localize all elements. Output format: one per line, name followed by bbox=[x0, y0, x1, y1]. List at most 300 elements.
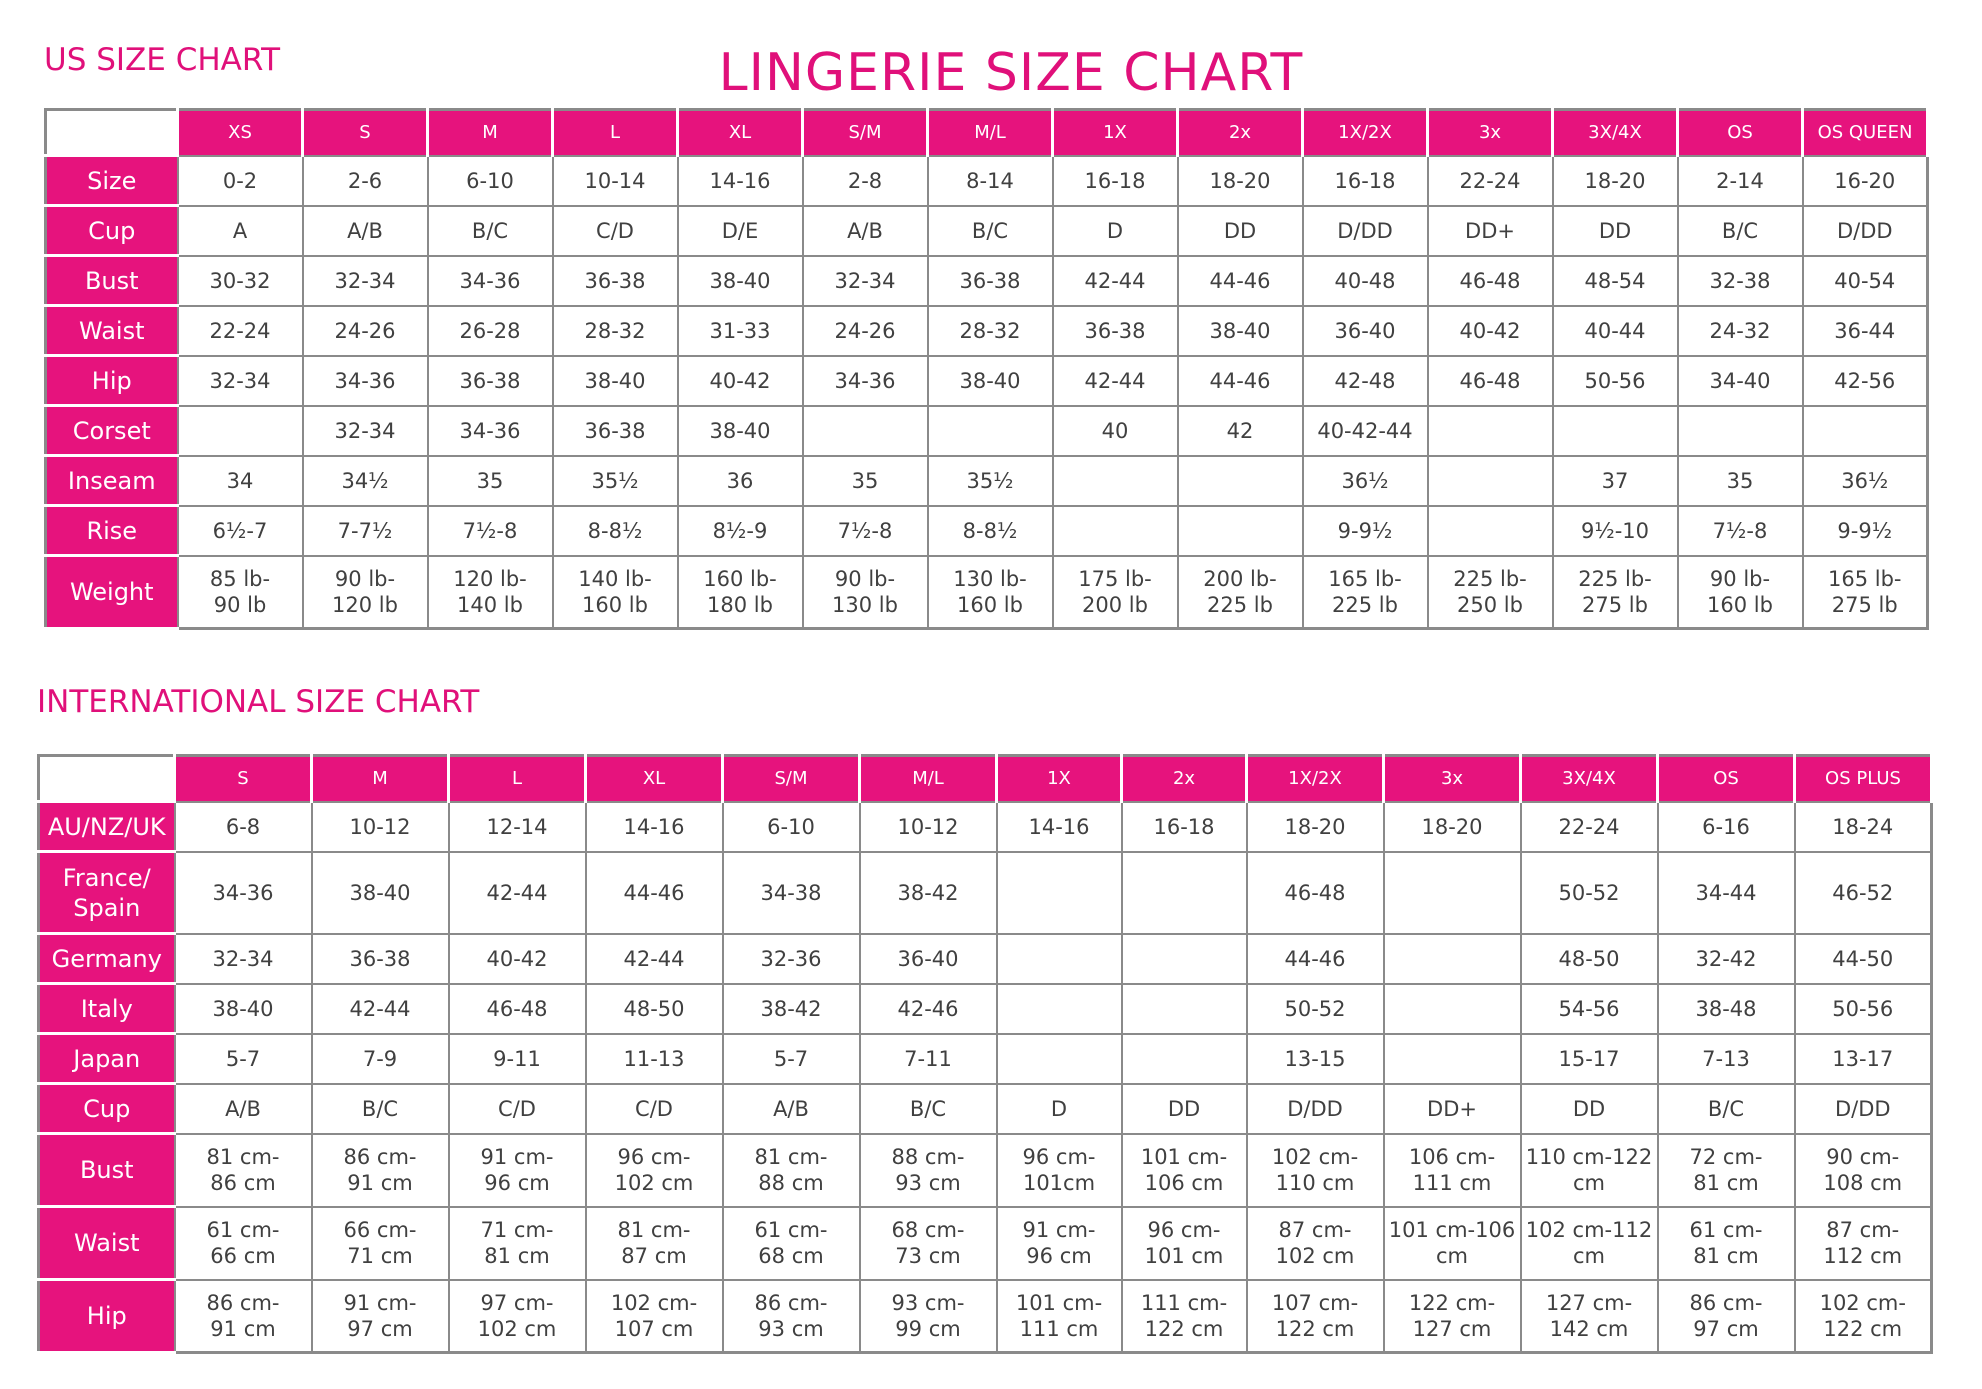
table-cell: 40-42 bbox=[449, 934, 586, 984]
table-cell: 40-42 bbox=[1428, 306, 1553, 356]
table-cell: B/C bbox=[928, 206, 1053, 256]
cell-line: cm bbox=[1572, 1171, 1605, 1195]
column-header: S bbox=[175, 756, 312, 802]
table-cell bbox=[803, 556, 928, 629]
corner-cell bbox=[39, 756, 175, 802]
cell-line: 106 cm- bbox=[1408, 1145, 1496, 1169]
table-cell: 35½ bbox=[928, 456, 1053, 506]
table-row bbox=[46, 556, 1928, 629]
table-cell: 6-10 bbox=[723, 802, 860, 852]
cell-line: 71 cm bbox=[347, 1244, 413, 1268]
cell-line: 160 lb- bbox=[703, 566, 777, 591]
column-header: OS PLUS bbox=[1795, 756, 1932, 802]
cell-line: 112 cm bbox=[1823, 1244, 1903, 1268]
table-row bbox=[39, 934, 1932, 984]
table-cell: 10-14 bbox=[553, 156, 678, 206]
table-cell bbox=[1658, 1207, 1795, 1280]
table-cell: 40-42 bbox=[678, 356, 803, 406]
cell-line: 111 cm bbox=[1412, 1171, 1492, 1195]
table-cell: 32-34 bbox=[175, 934, 312, 984]
cell-line: 91 cm- bbox=[343, 1290, 417, 1315]
table-cell: 40-54 bbox=[1803, 256, 1928, 306]
table-cell bbox=[1122, 852, 1247, 934]
table-cell: 34-38 bbox=[723, 852, 860, 934]
cell-line: 90 lb- bbox=[834, 566, 896, 591]
table-cell bbox=[1553, 556, 1678, 629]
column-header: 1X bbox=[997, 756, 1122, 802]
table-cell: 35 bbox=[428, 456, 553, 506]
cell-line: 97 cm- bbox=[480, 1290, 554, 1315]
table-cell: 32-36 bbox=[723, 934, 860, 984]
table-cell: DD+ bbox=[1384, 1084, 1521, 1134]
cell-line: 81 cm bbox=[1693, 1171, 1759, 1195]
table-cell bbox=[178, 406, 303, 456]
cell-line: 86 cm- bbox=[206, 1290, 280, 1315]
table-cell bbox=[586, 1280, 723, 1353]
table-cell bbox=[1678, 406, 1803, 456]
table-cell: 18-20 bbox=[1384, 802, 1521, 852]
table-cell bbox=[1247, 1280, 1384, 1353]
table-cell bbox=[997, 984, 1122, 1034]
table-cell: 14-16 bbox=[586, 802, 723, 852]
column-header: 1X/2X bbox=[1303, 110, 1428, 156]
cell-line: 91 cm- bbox=[1022, 1218, 1096, 1242]
table-cell bbox=[1803, 556, 1928, 629]
cell-line: 88 cm- bbox=[891, 1145, 965, 1169]
table-cell bbox=[1122, 1280, 1247, 1353]
table-cell bbox=[1384, 934, 1521, 984]
table-row bbox=[39, 1280, 1932, 1353]
table-cell: 32-38 bbox=[1678, 256, 1803, 306]
cell-line: 81 cm bbox=[484, 1244, 550, 1268]
table-cell bbox=[1384, 852, 1521, 934]
column-header: S/M bbox=[803, 110, 928, 156]
cell-line: 275 lb bbox=[1582, 592, 1648, 617]
table-cell: 42-48 bbox=[1303, 356, 1428, 406]
table-cell bbox=[1678, 556, 1803, 629]
column-header: L bbox=[449, 756, 586, 802]
table-cell: 8-8½ bbox=[928, 506, 1053, 556]
table-cell: 9-11 bbox=[449, 1034, 586, 1084]
table-cell bbox=[1795, 1280, 1932, 1353]
cell-line: 87 cm- bbox=[1826, 1218, 1900, 1242]
table-cell: 42-44 bbox=[312, 984, 449, 1034]
table-cell: 36-40 bbox=[1303, 306, 1428, 356]
cell-line: 68 cm- bbox=[891, 1218, 965, 1242]
cell-line: 225 lb bbox=[1332, 592, 1398, 617]
table-cell: 34-44 bbox=[1658, 852, 1795, 934]
table-row bbox=[46, 206, 1928, 256]
cell-line: 61 cm- bbox=[754, 1218, 828, 1242]
cell-line: 91 cm bbox=[210, 1316, 276, 1341]
table-cell: 44-46 bbox=[586, 852, 723, 934]
row-header bbox=[39, 1134, 175, 1207]
cell-line: 85 lb- bbox=[209, 566, 271, 591]
table-row bbox=[46, 356, 1928, 406]
table-cell: 36-38 bbox=[928, 256, 1053, 306]
cell-line: 61 cm- bbox=[206, 1218, 280, 1242]
table-cell: 44-50 bbox=[1795, 934, 1932, 984]
cell-line: 86 cm bbox=[210, 1171, 276, 1195]
table-cell: 44-46 bbox=[1247, 934, 1384, 984]
table-cell: 40-48 bbox=[1303, 256, 1428, 306]
cell-line: 99 cm bbox=[895, 1316, 961, 1341]
row-header: Cup bbox=[46, 206, 178, 256]
table-cell: 14-16 bbox=[997, 802, 1122, 852]
table-cell: 9½-10 bbox=[1553, 506, 1678, 556]
table-cell: DD bbox=[1178, 206, 1303, 256]
table-cell bbox=[803, 406, 928, 456]
header-row bbox=[46, 110, 1928, 156]
table-cell bbox=[1247, 1207, 1384, 1280]
table-cell bbox=[1384, 984, 1521, 1034]
table-cell: 16-20 bbox=[1803, 156, 1928, 206]
table-cell: 5-7 bbox=[723, 1034, 860, 1084]
cell-line: Cup bbox=[83, 1094, 131, 1123]
cell-line: Waist bbox=[74, 1229, 140, 1257]
table-cell: D bbox=[1053, 206, 1178, 256]
table-cell: 38-42 bbox=[723, 984, 860, 1034]
table-cell: 12-14 bbox=[449, 802, 586, 852]
table-cell bbox=[1658, 1280, 1795, 1353]
table-cell: 7-9 bbox=[312, 1034, 449, 1084]
cell-line: 87 cm- bbox=[1278, 1218, 1352, 1242]
table-cell: DD bbox=[1122, 1084, 1247, 1134]
table-cell: 22-24 bbox=[1521, 802, 1658, 852]
table-cell bbox=[1795, 1134, 1932, 1207]
table-cell: 36-40 bbox=[860, 934, 997, 984]
table-cell: 42-44 bbox=[1053, 256, 1178, 306]
table-cell bbox=[449, 1134, 586, 1207]
row-header: Bust bbox=[46, 256, 178, 306]
column-header: OS bbox=[1658, 756, 1795, 802]
table-cell: A/B bbox=[803, 206, 928, 256]
table-cell bbox=[1428, 406, 1553, 456]
table-cell: 2-14 bbox=[1678, 156, 1803, 206]
cell-line: 73 cm bbox=[895, 1244, 961, 1268]
table-cell: DD+ bbox=[1428, 206, 1553, 256]
column-header: M bbox=[312, 756, 449, 802]
table-cell: 42-44 bbox=[449, 852, 586, 934]
table-cell bbox=[312, 1280, 449, 1353]
table-cell: C/D bbox=[586, 1084, 723, 1134]
cell-line: Germany bbox=[51, 944, 162, 973]
table-cell: 6-16 bbox=[1658, 802, 1795, 852]
table-cell bbox=[723, 1280, 860, 1353]
table-cell: B/C bbox=[312, 1084, 449, 1134]
table-cell bbox=[1521, 1134, 1658, 1207]
cell-line: 90 lb bbox=[213, 592, 267, 617]
column-header: XS bbox=[178, 110, 303, 156]
cell-line: 107 cm bbox=[614, 1316, 694, 1341]
cell-line: 120 lb- bbox=[453, 566, 527, 591]
table-cell: 6-8 bbox=[175, 802, 312, 852]
table-cell bbox=[1795, 1207, 1932, 1280]
international-size-chart-heading: INTERNATIONAL SIZE CHART bbox=[37, 684, 480, 720]
table-cell bbox=[1428, 456, 1553, 506]
table-cell: 37 bbox=[1553, 456, 1678, 506]
table-cell: 7-11 bbox=[860, 1034, 997, 1084]
cell-line: 140 lb bbox=[457, 592, 523, 617]
table-cell: 14-16 bbox=[678, 156, 803, 206]
table-cell bbox=[175, 1207, 312, 1280]
table-cell: 34 bbox=[178, 456, 303, 506]
table-cell: DD bbox=[1553, 206, 1678, 256]
cell-line: 250 lb bbox=[1457, 592, 1523, 617]
cell-line: Italy bbox=[80, 994, 133, 1023]
table-cell bbox=[1384, 1134, 1521, 1207]
row-header bbox=[39, 934, 175, 984]
cell-line: 160 lb bbox=[957, 592, 1023, 617]
table-cell: D bbox=[997, 1084, 1122, 1134]
cell-line: 102 cm- bbox=[1271, 1145, 1359, 1169]
row-header: Weight bbox=[46, 556, 178, 629]
column-header: 1X/2X bbox=[1247, 756, 1384, 802]
table-cell: 24-26 bbox=[303, 306, 428, 356]
table-cell: 46-48 bbox=[1428, 356, 1553, 406]
cell-line: Hip bbox=[86, 1302, 127, 1330]
table-cell bbox=[1658, 1134, 1795, 1207]
table-cell bbox=[997, 1207, 1122, 1280]
cell-line: 91 cm- bbox=[480, 1145, 554, 1169]
column-header: M bbox=[428, 110, 553, 156]
table-cell bbox=[860, 1207, 997, 1280]
column-header: M/L bbox=[860, 756, 997, 802]
column-header: OS bbox=[1678, 110, 1803, 156]
cell-line: cm bbox=[1435, 1244, 1468, 1268]
column-header: M/L bbox=[928, 110, 1053, 156]
table-cell: 42-44 bbox=[586, 934, 723, 984]
table-cell bbox=[312, 1134, 449, 1207]
cell-line: 102 cm- bbox=[610, 1290, 698, 1315]
column-header: 2x bbox=[1122, 756, 1247, 802]
row-header: Corset bbox=[46, 406, 178, 456]
table-cell: 40-42-44 bbox=[1303, 406, 1428, 456]
table-cell: 36½ bbox=[1803, 456, 1928, 506]
cell-line: 86 cm- bbox=[343, 1145, 417, 1169]
cell-line: 90 lb- bbox=[1709, 566, 1771, 591]
table-row bbox=[39, 1134, 1932, 1207]
table-cell: 48-54 bbox=[1553, 256, 1678, 306]
table-cell: 10-12 bbox=[860, 802, 997, 852]
cell-line: Japan bbox=[73, 1044, 141, 1073]
table-cell: D/DD bbox=[1795, 1084, 1932, 1134]
table-cell bbox=[678, 556, 803, 629]
table-cell: 38-40 bbox=[175, 984, 312, 1034]
table-cell bbox=[1122, 1134, 1247, 1207]
cell-line: 81 cm- bbox=[206, 1145, 280, 1169]
table-cell: 34-40 bbox=[1678, 356, 1803, 406]
table-cell: 36-44 bbox=[1803, 306, 1928, 356]
table-cell: 24-26 bbox=[803, 306, 928, 356]
row-header bbox=[39, 1280, 175, 1353]
cell-line: Bust bbox=[79, 1156, 134, 1184]
cell-line: 160 lb bbox=[1707, 592, 1773, 617]
table-cell bbox=[1553, 406, 1678, 456]
cell-line: 122 cm bbox=[1144, 1316, 1224, 1341]
cell-line: 102 cm bbox=[1275, 1244, 1355, 1268]
table-cell: 7-7½ bbox=[303, 506, 428, 556]
cell-line: 120 lb bbox=[332, 592, 398, 617]
table-cell: D/DD bbox=[1803, 206, 1928, 256]
row-header bbox=[39, 1084, 175, 1134]
cell-line: 110 cm-122 bbox=[1525, 1145, 1653, 1169]
table-cell bbox=[997, 1134, 1122, 1207]
table-cell: 16-18 bbox=[1122, 802, 1247, 852]
row-header bbox=[39, 984, 175, 1034]
table-cell: 32-34 bbox=[303, 406, 428, 456]
cell-line: 93 cm bbox=[758, 1316, 824, 1341]
table-row bbox=[39, 1034, 1932, 1084]
cell-line: 81 cm bbox=[1693, 1244, 1759, 1268]
cell-line: 71 cm- bbox=[480, 1218, 554, 1242]
table-cell: 36-38 bbox=[553, 406, 678, 456]
column-header: XL bbox=[586, 756, 723, 802]
cell-line: 81 cm- bbox=[754, 1145, 828, 1169]
us-size-table bbox=[44, 108, 1929, 630]
cell-line: 81 cm- bbox=[617, 1218, 691, 1242]
cell-line: 61 cm- bbox=[1689, 1218, 1763, 1242]
cell-line: 165 lb- bbox=[1828, 566, 1902, 591]
table-cell: 26-28 bbox=[428, 306, 553, 356]
cell-line: 140 lb- bbox=[578, 566, 652, 591]
table-cell: 46-52 bbox=[1795, 852, 1932, 934]
cell-line: 142 cm bbox=[1549, 1316, 1629, 1341]
table-cell: 18-20 bbox=[1178, 156, 1303, 206]
table-cell: 38-40 bbox=[1178, 306, 1303, 356]
table-cell: D/E bbox=[678, 206, 803, 256]
cell-line: cm bbox=[1572, 1244, 1605, 1268]
table-row bbox=[46, 156, 1928, 206]
table-cell: 46-48 bbox=[1247, 852, 1384, 934]
table-cell: 5-7 bbox=[175, 1034, 312, 1084]
table-cell: 42-46 bbox=[860, 984, 997, 1034]
table-cell: 7-13 bbox=[1658, 1034, 1795, 1084]
table-cell: 32-34 bbox=[803, 256, 928, 306]
column-header: 3X/4X bbox=[1521, 756, 1658, 802]
table-cell: 13-17 bbox=[1795, 1034, 1932, 1084]
cell-line: 130 lb- bbox=[953, 566, 1027, 591]
table-cell: 42-44 bbox=[1053, 356, 1178, 406]
cell-line: 93 cm- bbox=[891, 1290, 965, 1315]
table-cell: B/C bbox=[1678, 206, 1803, 256]
table-cell: 8½-9 bbox=[678, 506, 803, 556]
table-cell: 50-52 bbox=[1521, 852, 1658, 934]
cell-line: 87 cm bbox=[621, 1244, 687, 1268]
table-cell: C/D bbox=[449, 1084, 586, 1134]
table-cell bbox=[553, 556, 678, 629]
table-cell: 44-46 bbox=[1178, 356, 1303, 406]
cell-line: 72 cm- bbox=[1689, 1145, 1763, 1169]
table-cell bbox=[1428, 506, 1553, 556]
cell-line: 200 lb bbox=[1082, 592, 1148, 617]
table-cell: 40-44 bbox=[1553, 306, 1678, 356]
column-header: 3X/4X bbox=[1553, 110, 1678, 156]
table-cell: 32-42 bbox=[1658, 934, 1795, 984]
cell-line: 97 cm bbox=[347, 1316, 413, 1341]
cell-line: 90 cm- bbox=[1826, 1145, 1900, 1169]
table-row bbox=[46, 506, 1928, 556]
table-cell: 2-6 bbox=[303, 156, 428, 206]
table-row bbox=[39, 802, 1932, 852]
table-cell: 40 bbox=[1053, 406, 1178, 456]
cell-line: 225 lb- bbox=[1453, 566, 1527, 591]
column-header: 2x bbox=[1178, 110, 1303, 156]
row-header bbox=[39, 852, 175, 934]
table-cell bbox=[1122, 1207, 1247, 1280]
cell-line: 86 cm- bbox=[1689, 1290, 1763, 1315]
table-cell bbox=[997, 934, 1122, 984]
table-row bbox=[46, 406, 1928, 456]
cell-line: France/ bbox=[62, 863, 151, 892]
table-cell: 18-20 bbox=[1247, 802, 1384, 852]
table-cell: 48-50 bbox=[586, 984, 723, 1034]
table-cell bbox=[723, 1207, 860, 1280]
table-cell: 38-40 bbox=[678, 256, 803, 306]
cell-line: 130 lb bbox=[832, 592, 898, 617]
cell-line: 122 cm bbox=[1275, 1316, 1355, 1341]
table-cell: DD bbox=[1521, 1084, 1658, 1134]
table-cell: 28-32 bbox=[553, 306, 678, 356]
cell-line: AU/NZ/UK bbox=[47, 812, 166, 841]
table-cell bbox=[1384, 1280, 1521, 1353]
cell-line: 96 cm- bbox=[617, 1145, 691, 1169]
table-row bbox=[39, 1084, 1932, 1134]
row-header: Inseam bbox=[46, 456, 178, 506]
cell-line: 106 cm bbox=[1144, 1171, 1224, 1195]
cell-line: 96 cm- bbox=[1022, 1145, 1096, 1169]
table-cell bbox=[428, 556, 553, 629]
table-cell: 38-40 bbox=[553, 356, 678, 406]
table-cell bbox=[586, 1207, 723, 1280]
cell-line: 91 cm bbox=[347, 1171, 413, 1195]
table-cell bbox=[1053, 506, 1178, 556]
table-cell: 28-32 bbox=[928, 306, 1053, 356]
cell-line: 102 cm-112 bbox=[1525, 1218, 1653, 1242]
table-cell bbox=[928, 556, 1053, 629]
table-cell bbox=[1122, 1034, 1247, 1084]
cell-line: 86 cm- bbox=[754, 1290, 828, 1315]
table-cell bbox=[1521, 1207, 1658, 1280]
table-cell: 38-48 bbox=[1658, 984, 1795, 1034]
table-cell bbox=[1178, 456, 1303, 506]
table-cell: 46-48 bbox=[1428, 256, 1553, 306]
cell-line: 96 cm bbox=[484, 1171, 550, 1195]
table-cell: 35½ bbox=[553, 456, 678, 506]
table-cell bbox=[1247, 1134, 1384, 1207]
cell-line: 122 cm bbox=[1823, 1316, 1903, 1341]
table-cell: 16-18 bbox=[1053, 156, 1178, 206]
table-cell: A/B bbox=[303, 206, 428, 256]
table-cell: 8-14 bbox=[928, 156, 1053, 206]
table-cell bbox=[1521, 1280, 1658, 1353]
table-cell: 16-18 bbox=[1303, 156, 1428, 206]
table-cell bbox=[1803, 406, 1928, 456]
table-cell bbox=[1428, 556, 1553, 629]
table-row bbox=[39, 1207, 1932, 1280]
table-cell: 50-56 bbox=[1795, 984, 1932, 1034]
table-cell: 50-56 bbox=[1553, 356, 1678, 406]
cell-line: 110 cm bbox=[1275, 1171, 1355, 1195]
table-cell: 38-42 bbox=[860, 852, 997, 934]
table-row bbox=[46, 306, 1928, 356]
table-cell: 35 bbox=[1678, 456, 1803, 506]
cell-line: 101 cm- bbox=[1140, 1145, 1228, 1169]
row-header: Hip bbox=[46, 356, 178, 406]
table-cell: 24-32 bbox=[1678, 306, 1803, 356]
table-cell: 9-9½ bbox=[1303, 506, 1428, 556]
table-cell: 2-8 bbox=[803, 156, 928, 206]
